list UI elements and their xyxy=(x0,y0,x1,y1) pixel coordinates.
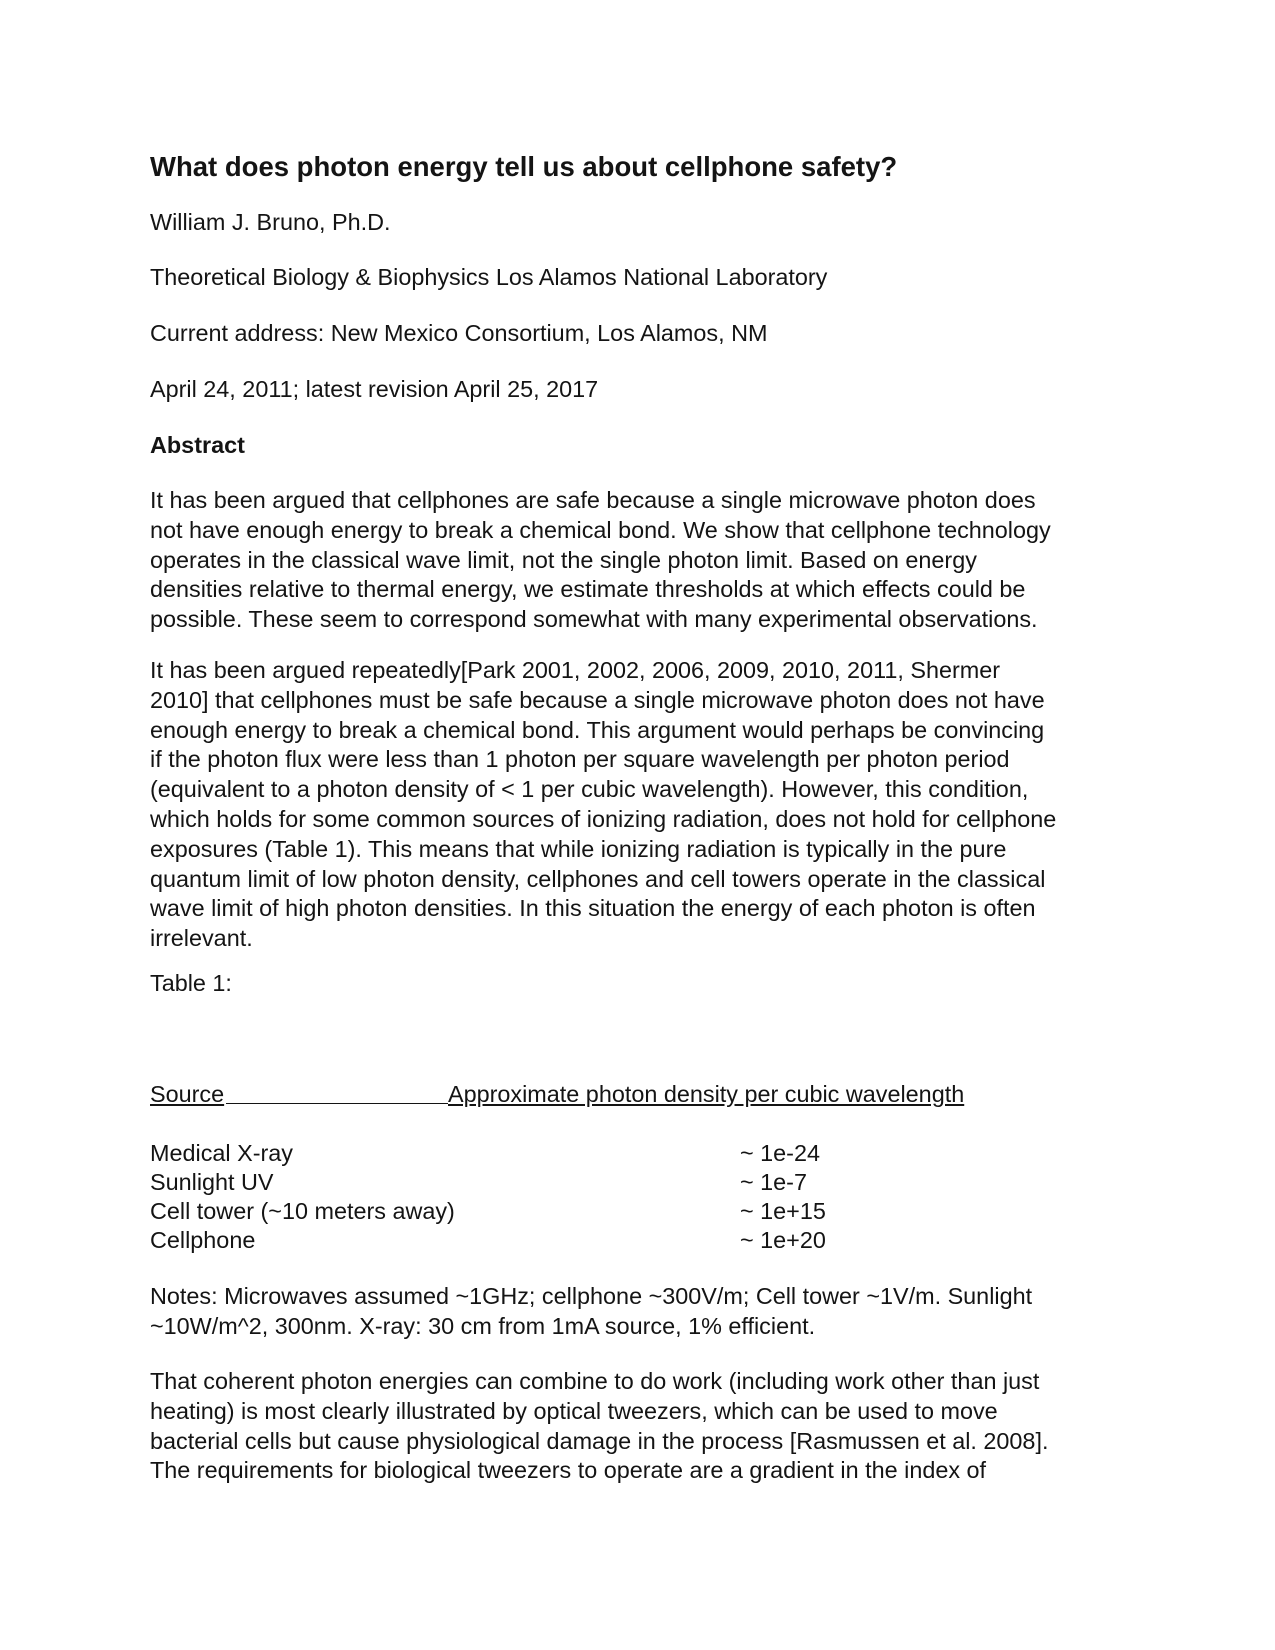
table-caption: Table 1: xyxy=(150,970,232,996)
closing-line: The requirements for biological tweezers to operate are a gradient in the index of xyxy=(150,1457,987,1484)
row-source: Medical X-ray xyxy=(150,1140,293,1166)
table-row xyxy=(150,1138,1130,1168)
notes-line: ~10W/m^2, 300nm. X-ray: 30 cm from 1mA source, 1% efficient. xyxy=(150,1312,816,1339)
row-source: Sunlight UV xyxy=(150,1169,274,1195)
header-underline xyxy=(226,1074,448,1104)
body-line: (equivalent to a photon density of < 1 per cubic wavelength). However, this condition, xyxy=(150,776,1029,803)
closing-line: heating) is most clearly illustrated by optical tweezers, which can be used to move xyxy=(150,1397,998,1424)
abstract-line: It has been argued that cellphones are safe because a single microwave photon does xyxy=(150,487,1036,513)
notes-line: Notes: Microwaves assumed ~1GHz; cellphone ~300V/m; Cell tower ~1V/m. Sunlight xyxy=(150,1283,1033,1309)
row-source: Cell tower (~10 meters away) xyxy=(150,1198,455,1224)
current-address: Current address: New Mexico Consortium, Los Alamos, NM xyxy=(150,320,768,346)
row-density: ~ 1e-24 xyxy=(740,1140,820,1166)
table-header-density: Approximate photon density per cubic wavelength xyxy=(448,1081,965,1107)
closing-paragraph xyxy=(150,1367,1048,1486)
body-line: enough energy to break a chemical bond. This argument would perhaps be convincing xyxy=(150,716,1045,743)
closing-line: That coherent photon energies can combine to do work (including work other than just xyxy=(150,1368,1040,1394)
body-line: 2010] that cellphones must be safe because a single microwave photon does not have xyxy=(150,686,1045,713)
body-line: exposures (Table 1). This means that while ionizing radiation is typically in the pure xyxy=(150,835,1007,862)
row-density: ~ 1e-7 xyxy=(740,1169,807,1195)
body-line: quantum limit of low photon density, cellphones and cell towers operate in the classical xyxy=(150,865,1046,892)
row-density: ~ 1e+20 xyxy=(740,1227,826,1253)
closing-line: bacterial cells but cause physiological damage in the process [Rasmussen et al. 2008]. xyxy=(150,1427,1049,1454)
body-paragraph xyxy=(150,656,1056,954)
table-row xyxy=(150,1225,1130,1255)
table-notes xyxy=(150,1282,1032,1342)
body-line: if the photon flux were less than 1 photon per square wavelength per photon period xyxy=(150,746,1010,773)
table-row xyxy=(150,1196,1130,1226)
body-line: irrelevant. xyxy=(150,925,253,952)
abstract-line: densities relative to thermal energy, we estimate thresholds at which effects could be xyxy=(150,576,1026,603)
table-row xyxy=(150,1167,1130,1197)
table-header-source: Source xyxy=(150,1081,225,1107)
abstract-line: possible. These seem to correspond somewhat with many experimental observations. xyxy=(150,606,1038,633)
abstract-paragraph xyxy=(150,486,1051,635)
date: April 24, 2011; latest revision April 25, 2017 xyxy=(150,376,599,402)
abstract-line: not have enough energy to break a chemical bond. We show that cellphone technology xyxy=(150,516,1051,543)
body-line: It has been argued repeatedly[Park 2001, 2002, 2006, 2009, 2010, 2011, Shermer xyxy=(150,657,1001,683)
body-line: wave limit of high photon densities. In this situation the energy of each photon is often xyxy=(150,895,1036,922)
page-title: What does photon energy tell us about cellphone safety? xyxy=(150,151,898,182)
row-source: Cellphone xyxy=(150,1227,256,1253)
affiliation: Theoretical Biology & Biophysics Los Alamos National Laboratory xyxy=(150,264,828,290)
body-line: which holds for some common sources of ionizing radiation, does not hold for cellphone xyxy=(150,805,1057,832)
abstract-heading: Abstract xyxy=(150,432,245,458)
abstract-line: operates in the classical wave limit, not the single photon limit. Based on energy xyxy=(150,546,977,573)
row-density: ~ 1e+15 xyxy=(740,1198,826,1224)
author: William J. Bruno, Ph.D. xyxy=(150,209,391,235)
